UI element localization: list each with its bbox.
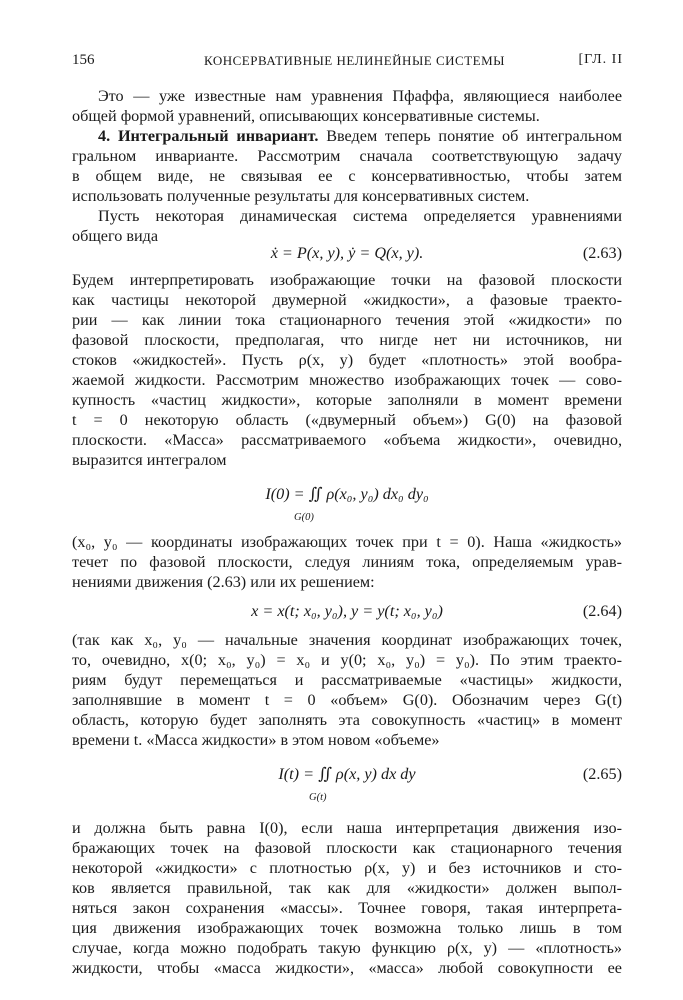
text-line: случае, когда можно подобрать такую функцию ρ(x, y) — «плотность» (72, 939, 622, 957)
text-line: то, очевидно, x(0; x₀, y₀) = x₀ и y(0; x₀, y₀) = y₀). По этим траекто- (72, 651, 622, 669)
text-body (72, 86, 622, 978)
text-line: течет по фазовой плоскости, следуя линиям тока, определяемым урав- (72, 553, 622, 571)
equation-2-63 (72, 236, 622, 270)
integral-limit: G(t) (309, 792, 327, 803)
equation-number: (2.64) (582, 602, 622, 620)
text-line: ция движения изображающих точек возможна только лишь в том (72, 919, 622, 937)
equation-number: (2.65) (582, 765, 622, 783)
text-line: купность «частиц жидкости», которые заполняли в момент времени (72, 391, 622, 409)
text-line: времени t. «Масса жидкости» в этом новом «объеме» (72, 731, 440, 749)
equation-body: I(t) = ∬ ρ(x, y) dx dy (278, 765, 416, 783)
text-line: (так как x₀, y₀ — начальные значения координат изображающих точек, (72, 631, 622, 649)
text-line: в общем виде, не связывая ее с консервативностью, чтобы затем (72, 167, 622, 185)
section-heading: 4. Интегральный инвариант. (98, 127, 319, 145)
text-line: заполнявшие в момент t = 0 «объем» G(0). Обозначим через G(t) (72, 691, 622, 709)
section-heading-line (72, 126, 622, 146)
text-line: область, которую будет заполнять эта совокупность «частиц» в момент (72, 711, 622, 729)
text-line: Это — уже известные нам уравнения Пфаффа, являющиеся наиболее (98, 87, 622, 105)
text-line: Будем интерпретировать изображающие точки на фазовой плоскости (72, 271, 622, 289)
running-title: КОНСЕРВАТИВНЫЕ НЕЛИНЕЙНЫЕ СИСТЕМЫ (204, 53, 505, 68)
text-line: и должна быть равна I(0), если наша интерпретация движения изо- (72, 819, 622, 837)
text-line: (x₀, y₀ — координаты изображающих точек при t = 0). Наша «жидкость» (72, 533, 622, 551)
text-line: нениями движения (2.63) или их решением: (72, 573, 375, 591)
integral-limit: G(0) (294, 512, 314, 523)
text-line: рии — как линии тока стационарного течения этой «жидкости» по (72, 311, 622, 329)
text-line: жаемой жидкости. Рассмотрим множество изображающих точек — сово- (72, 371, 622, 389)
text-line: использовать полученные результаты для консервативных систем. (72, 187, 530, 205)
text-span: Введем теперь понятие об интегральном (318, 127, 622, 145)
running-header (72, 52, 623, 74)
text-line: риям будут перемещаться и рассматриваемые «частицы» жидкости, (72, 671, 622, 689)
text-line: няться закон сохранения «массы». Точнее говоря, такая интерпрета- (72, 899, 622, 917)
equation-2-64 (72, 592, 622, 630)
equation-integral-I0 (72, 470, 622, 532)
text-line: стоков «жидкостей». Пусть ρ(x, y) будет «плотность» этой вообра- (72, 351, 622, 369)
equation-body: I(0) = ∬ ρ(x₀, y₀) dx₀ dy₀ (265, 485, 429, 503)
equation-body: x = x(t; x₀, y₀), y = y(t; x₀, y₀) (251, 602, 443, 620)
text-line: как частицы некоторой двумерной «жидкости», а фазовые траекто- (72, 291, 622, 309)
page-number: 156 (72, 52, 95, 68)
text-line: плоскости. «Масса» рассматриваемого «объема жидкости», очевидно, (72, 431, 622, 449)
text-line: некоторой «жидкости» с плотностью ρ(x, y) и без источников и сто- (72, 859, 622, 877)
text-line: Пусть некоторая динамическая система определяется уравнениями (98, 207, 622, 225)
equation-2-65 (72, 750, 622, 818)
text-line: общего вида (72, 227, 159, 245)
text-line: бражающих точек на фазовой плоскости как стационарного течения (72, 839, 622, 857)
text-line: фазовой плоскости, предполагая, что нигде нет ни источников, ни (72, 331, 622, 349)
text-line: общей формой уравнений, описывающих консервативные системы. (72, 107, 540, 125)
text-line: жидкости, чтобы «масса жидкости», «масса» любой совокупности ее (72, 959, 622, 977)
text-line: ков является правильной, так как для «жидкости» должен выпол- (72, 879, 622, 897)
text-line: t = 0 некоторую область («двумерный объем») G(0) на фазовой (72, 411, 622, 429)
text-line: выразится интегралом (72, 451, 227, 469)
equation-body: ẋ = P(x, y), ẏ = Q(x, y). (270, 244, 424, 262)
chapter-label: [ГЛ. II (578, 52, 623, 67)
text-line: гральном инварианте. Рассмотрим сначала соответствующую задачу (72, 147, 622, 165)
equation-number: (2.63) (582, 244, 622, 262)
